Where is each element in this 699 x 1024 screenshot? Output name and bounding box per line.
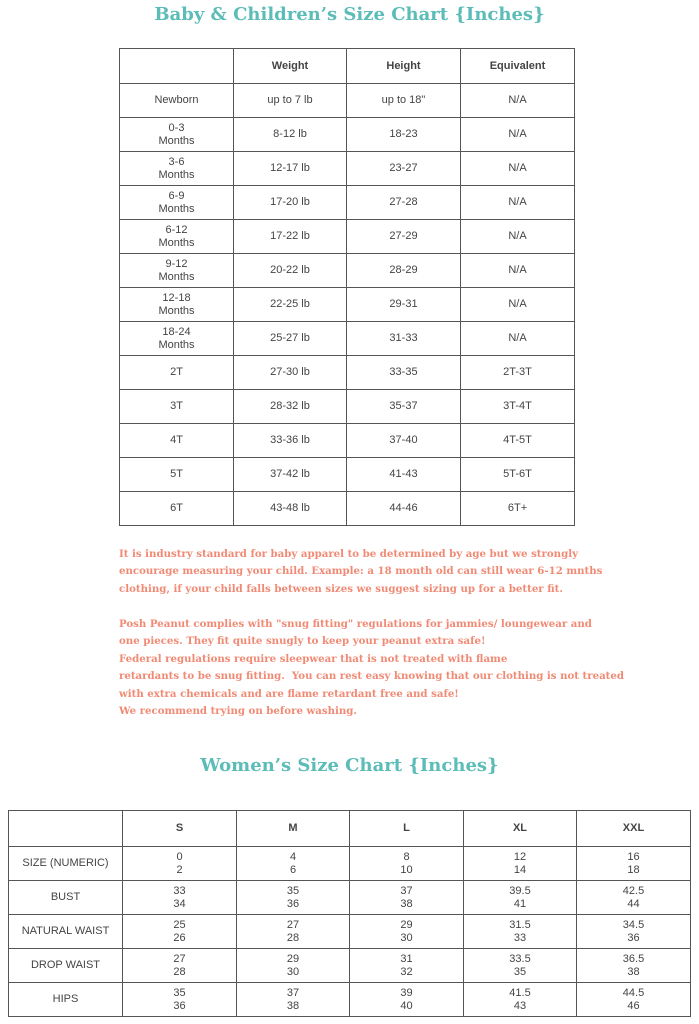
table-row [120,458,575,492]
row-label: SIZE (NUMERIC) [9,847,123,881]
table-cell: 27-30 lb [234,356,347,390]
table-cell: 5T-6T [461,458,575,492]
table-cell: 2T-3T [461,356,575,390]
table-row [120,492,575,526]
table-row [120,152,575,186]
table-row [9,881,691,915]
table-row [120,390,575,424]
table-cell: 20-22 lb [234,254,347,288]
table-cell: 4T-5T [461,424,575,458]
table-cell: 41.5 43 [464,983,577,1017]
table-cell: 28-32 lb [234,390,347,424]
table-row [120,254,575,288]
row-label: 3T [120,390,234,424]
table-cell: 27-29 [347,220,461,254]
table-cell: 35 36 [123,983,237,1017]
table-cell: 29-31 [347,288,461,322]
row-label: 3-6 Months [120,152,234,186]
table-cell: N/A [461,254,575,288]
table-cell: 16 18 [577,847,691,881]
row-label: 6-12 Months [120,220,234,254]
table-row [9,847,691,881]
table-cell: 36.5 38 [577,949,691,983]
table-row [120,356,575,390]
column-header: L [350,811,464,847]
table-cell: 25 26 [123,915,237,949]
row-label: 12-18 Months [120,288,234,322]
sizing-note: It is industry standard for baby apparel to be determined by age but we strongly encourage measuring your child. Example: a 18 month old can still wear 6-12 mnths clothing, if your child falls between sizes we suggest sizing up for a better fit. [119,548,603,595]
table-row [120,220,575,254]
table-cell: 37 38 [350,881,464,915]
table-cell: 8-12 lb [234,118,347,152]
table-cell: 4 6 [237,847,350,881]
table-row [120,186,575,220]
table-cell: 0 2 [123,847,237,881]
table-cell: 31-33 [347,322,461,356]
column-header: S [123,811,237,847]
table-header-row [120,49,575,84]
baby-chart-title: Baby & Children’s Size Chart {Inches} [154,4,545,25]
table-cell: 39 40 [350,983,464,1017]
table-cell: 37 38 [237,983,350,1017]
table-cell: N/A [461,288,575,322]
row-label: 9-12 Months [120,254,234,288]
table-cell: 23-27 [347,152,461,186]
table-row [120,84,575,118]
row-label: HIPS [9,983,123,1017]
table-row [120,424,575,458]
column-header: Equivalent [461,49,575,84]
table-row [120,118,575,152]
table-cell: N/A [461,84,575,118]
table-row [9,949,691,983]
table-cell: N/A [461,152,575,186]
table-cell: 17-20 lb [234,186,347,220]
table-cell: 25-27 lb [234,322,347,356]
column-header [9,811,123,847]
row-label: NATURAL WAIST [9,915,123,949]
table-cell: N/A [461,220,575,254]
table-cell: 27 28 [123,949,237,983]
table-row [120,322,575,356]
table-cell: 34.5 36 [577,915,691,949]
table-cell: 27 28 [237,915,350,949]
row-label: 6T [120,492,234,526]
row-label: 2T [120,356,234,390]
table-cell: up to 18" [347,84,461,118]
women-size-table [8,810,691,1017]
table-cell: 31.5 33 [464,915,577,949]
table-cell: 27-28 [347,186,461,220]
table-cell: N/A [461,118,575,152]
table-cell: 35 36 [237,881,350,915]
row-label: 0-3 Months [120,118,234,152]
table-cell: 41-43 [347,458,461,492]
table-cell: 8 10 [350,847,464,881]
table-cell: 44-46 [347,492,461,526]
table-cell: N/A [461,186,575,220]
table-cell: 39.5 41 [464,881,577,915]
column-header: Height [347,49,461,84]
table-cell: 33-35 [347,356,461,390]
table-cell: 28-29 [347,254,461,288]
row-label: DROP WAIST [9,949,123,983]
row-label: 6-9 Months [120,186,234,220]
column-header: M [237,811,350,847]
row-label: BUST [9,881,123,915]
table-cell: 33 34 [123,881,237,915]
table-cell: 33.5 35 [464,949,577,983]
table-cell: 6T+ [461,492,575,526]
column-header: XXL [577,811,691,847]
table-cell: 42.5 44 [577,881,691,915]
table-cell: 12 14 [464,847,577,881]
table-row [9,915,691,949]
table-cell: 12-17 lb [234,152,347,186]
baby-size-table [119,48,575,526]
table-header-row [9,811,691,847]
table-cell: 31 32 [350,949,464,983]
table-cell: 33-36 lb [234,424,347,458]
table-cell: 17-22 lb [234,220,347,254]
table-cell: 35-37 [347,390,461,424]
table-cell: 18-23 [347,118,461,152]
row-label: 5T [120,458,234,492]
women-chart-title: Women’s Size Chart {Inches} [200,755,499,776]
row-label: Newborn [120,84,234,118]
column-header: XL [464,811,577,847]
table-row [9,983,691,1017]
table-cell: 37-40 [347,424,461,458]
row-label: 4T [120,424,234,458]
table-cell: up to 7 lb [234,84,347,118]
snug-fit-note: Posh Peanut complies with "snug fitting" regulations for jammies/ loungewear and one pieces. They fit quite snugly to keep your peanut extra safe! Federal regulations require sleepwear that is not treated with flame retardants to be snug fitting. You can rest easy knowing that our clothing is not treated with extra chemicals and are flame retardant free and safe! We recommend trying on before washing. [119,618,624,718]
table-cell: 44.5 46 [577,983,691,1017]
table-cell: 43-48 lb [234,492,347,526]
table-cell: N/A [461,322,575,356]
table-cell: 3T-4T [461,390,575,424]
column-header [120,49,234,84]
table-cell: 29 30 [350,915,464,949]
table-cell: 22-25 lb [234,288,347,322]
row-label: 18-24 Months [120,322,234,356]
table-cell: 37-42 lb [234,458,347,492]
table-row [120,288,575,322]
column-header: Weight [234,49,347,84]
table-cell: 29 30 [237,949,350,983]
